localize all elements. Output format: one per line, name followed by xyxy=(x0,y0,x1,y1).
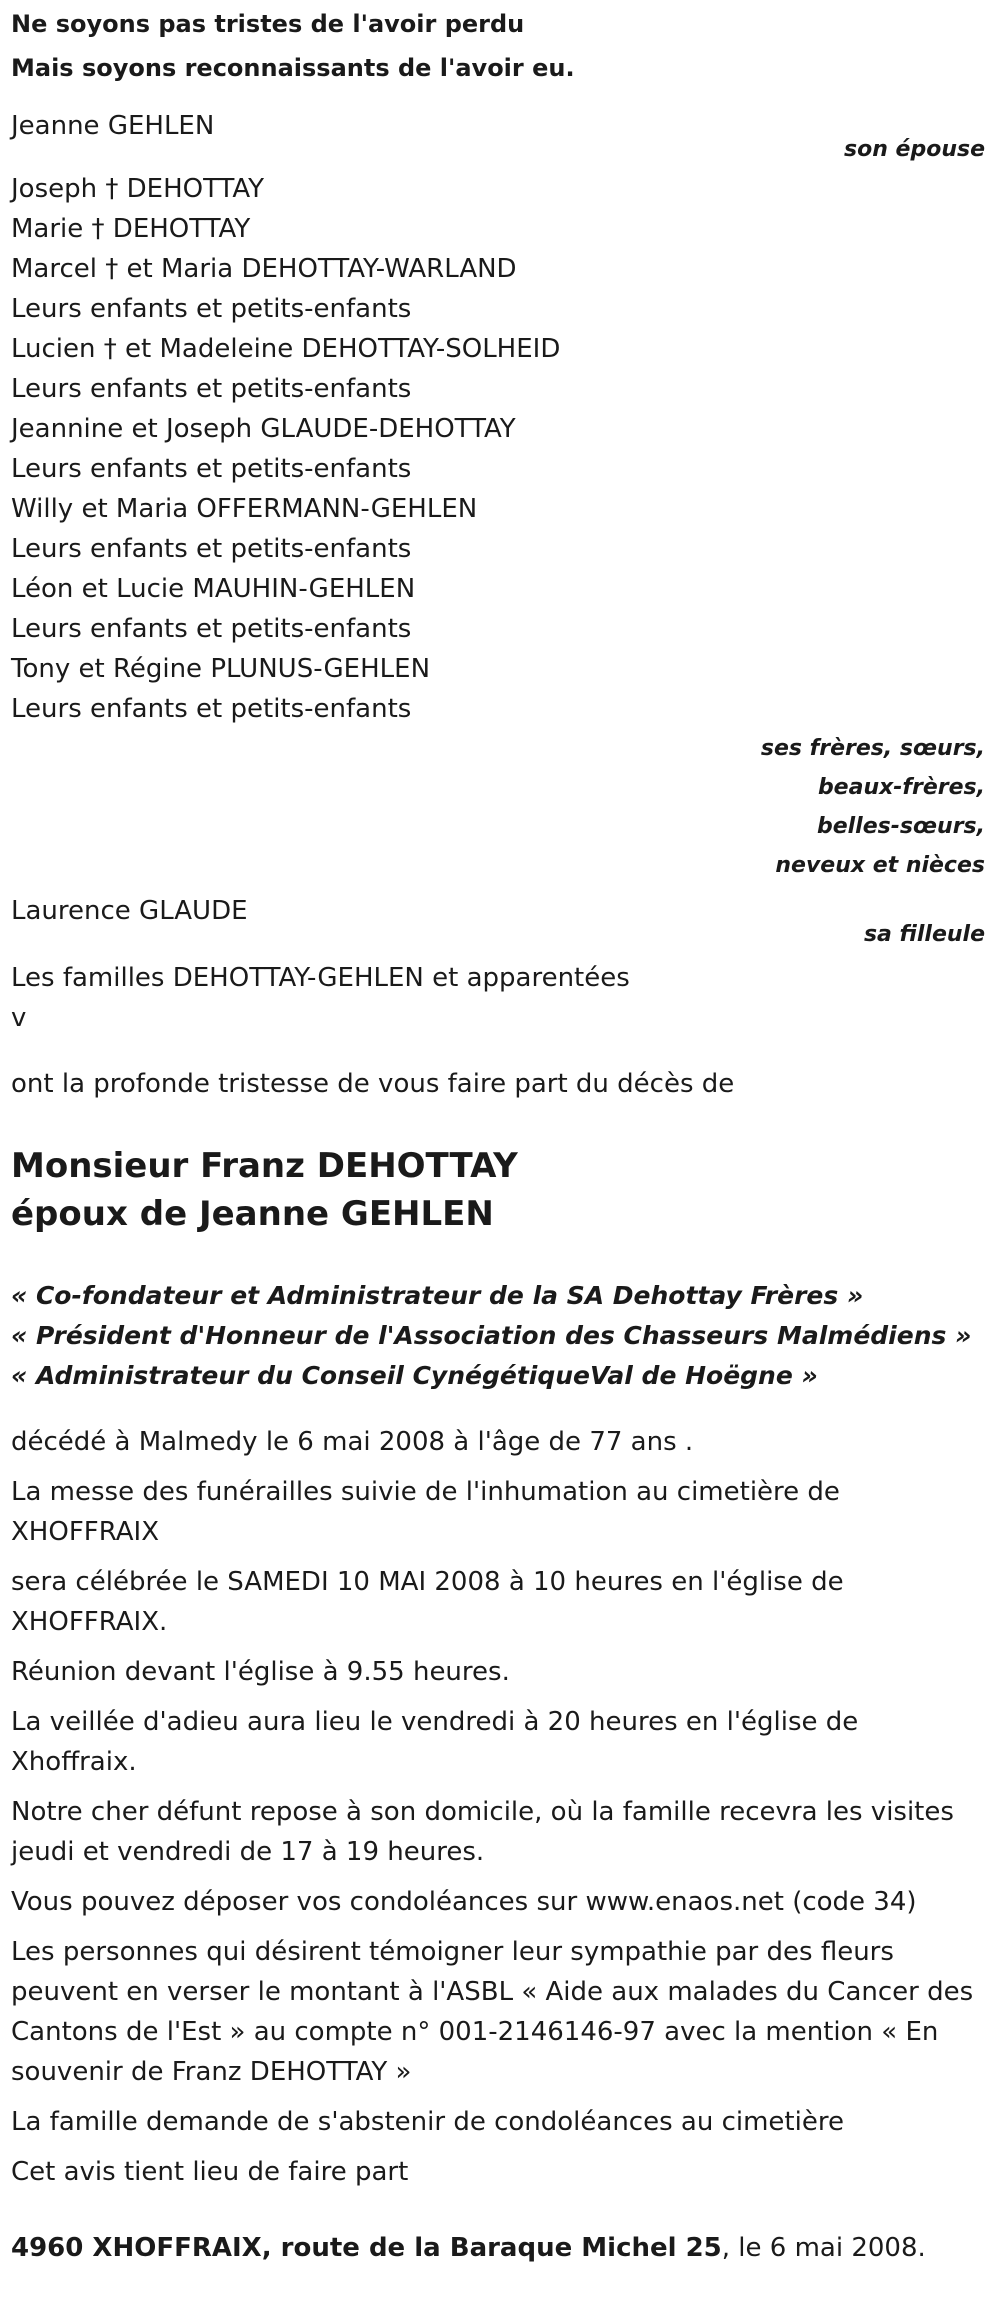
quote-line-2: Mais soyons reconnaissants de l'avoir eu. xyxy=(11,54,575,82)
paragraph: Les personnes qui désirent témoigner leur sympathie par des fleurs peuvent en verser le montant à l'ASBL « Aide aux malades du Cancer des Cantons de l'Est » au compte n° 001-2146146-97 avec la mention « En souvenir de Franz DEHOTTAY » xyxy=(11,1937,974,2087)
paragraph: décédé à Malmedy le 6 mai 2008 à l'âge de 77 ans . xyxy=(11,1427,694,1457)
family-member: Leurs enfants et petits-enfants xyxy=(11,454,412,484)
quote-line-1: Ne soyons pas tristes de l'avoir perdu xyxy=(11,10,525,38)
goddaughter-name: Laurence GLAUDE xyxy=(11,896,248,926)
role-line: « Administrateur du Conseil CynégétiqueVal de Hoëgne » xyxy=(11,1361,818,1390)
family-relation xyxy=(11,729,985,885)
family-member: Leurs enfants et petits-enfants xyxy=(11,294,412,324)
paragraph: Réunion devant l'église à 9.55 heures. xyxy=(11,1657,510,1687)
role-line: « Co-fondateur et Administrateur de la SA Dehottay Frères » xyxy=(11,1281,864,1310)
paragraph: Notre cher défunt repose à son domicile, où la famille recevra les visites jeudi et vendredi de 17 à 19 heures. xyxy=(11,1797,954,1867)
family-member: Leurs enfants et petits-enfants xyxy=(11,374,412,404)
deceased-heading xyxy=(11,1142,985,1238)
family-member: Leurs enfants et petits-enfants xyxy=(11,614,412,644)
announcement-text: ont la profonde tristesse de vous faire part du décès de xyxy=(11,1069,735,1099)
family-relation-line: beaux-frères, xyxy=(817,775,985,800)
footer-date: , le 6 mai 2008. xyxy=(721,2233,926,2263)
roles-list xyxy=(11,1276,985,1396)
family-member: Jeannine et Joseph GLAUDE-DEHOTTAY xyxy=(11,414,516,444)
family-member: Willy et Maria OFFERMANN-GEHLEN xyxy=(11,494,478,524)
paragraph: sera célébrée le SAMEDI 10 MAI 2008 à 10 heures en l'église de XHOFFRAIX. xyxy=(11,1567,844,1637)
family-member: Marcel † et Maria DEHOTTAY-WARLAND xyxy=(11,254,517,284)
paragraph: La messe des funérailles suivie de l'inhumation au cimetière de XHOFFRAIX xyxy=(11,1477,840,1547)
paragraph: Cet avis tient lieu de faire part xyxy=(11,2157,409,2187)
family-relation-line: ses frères, sœurs, xyxy=(760,736,985,761)
stray-character: v xyxy=(11,1003,27,1033)
role-line: « Président d'Honneur de l'Association des Chasseurs Malmédiens » xyxy=(11,1321,972,1350)
family-member: Joseph † DEHOTTAY xyxy=(11,174,265,204)
family-member: Léon et Lucie MAUHIN-GEHLEN xyxy=(11,574,416,604)
goddaughter-block xyxy=(11,891,985,954)
deceased-name: Monsieur Franz DEHOTTAY xyxy=(11,1146,518,1186)
family-member: Lucien † et Madeleine DEHOTTAY-SOLHEID xyxy=(11,334,561,364)
family-member: Leurs enfants et petits-enfants xyxy=(11,534,412,564)
family-relation-line: neveux et nièces xyxy=(775,853,985,878)
opening-quote xyxy=(11,6,985,86)
family-list xyxy=(11,169,985,729)
condolences-link-paragraph: Vous pouvez déposer vos condoléances sur www.enaos.net (code 34) xyxy=(11,1887,917,1917)
spouse-relation: son épouse xyxy=(844,137,985,162)
family-relation-line: belles-sœurs, xyxy=(816,814,985,839)
family-member: Leurs enfants et petits-enfants xyxy=(11,694,412,724)
paragraph: La famille demande de s'abstenir de condoléances au cimetière xyxy=(11,2107,844,2137)
details-paragraphs xyxy=(11,1422,986,2192)
families-block xyxy=(11,958,985,1038)
family-member: Marie † DEHOTTAY xyxy=(11,214,251,244)
goddaughter-relation: sa filleule xyxy=(863,922,985,947)
families-line: Les familles DEHOTTAY-GEHLEN et apparentées xyxy=(11,963,630,993)
spouse-name: Jeanne GEHLEN xyxy=(11,111,215,141)
spouse-block xyxy=(11,106,985,169)
family-member: Tony et Régine PLUNUS-GEHLEN xyxy=(11,654,431,684)
deceased-spouse-line: époux de Jeanne GEHLEN xyxy=(11,1194,494,1234)
footer-address-date xyxy=(11,2228,985,2268)
paragraph: La veillée d'adieu aura lieu le vendredi à 20 heures en l'église de Xhoffraix. xyxy=(11,1707,859,1777)
footer-address: 4960 XHOFFRAIX, route de la Baraque Michel 25 xyxy=(11,2233,722,2263)
